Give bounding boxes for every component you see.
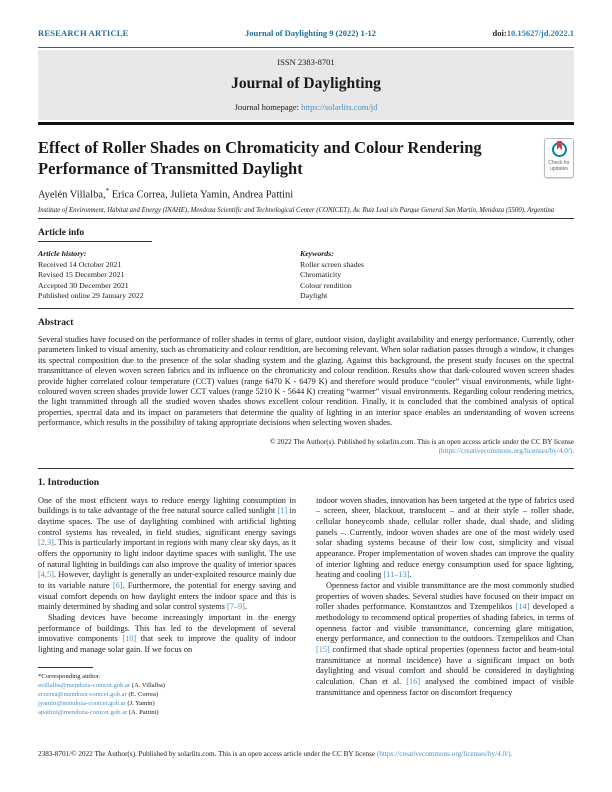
homepage-link[interactable]: https://solarlits.com/jd (301, 102, 378, 112)
keywords (300, 249, 364, 302)
citation-link[interactable]: [6] (112, 581, 123, 591)
email-link[interactable]: ecorrea@mendoza-conicet.gob.ar (38, 691, 127, 699)
journal-banner (38, 50, 574, 120)
history-item: Received 14 October 2021 (38, 259, 122, 269)
divider (38, 308, 574, 309)
bookmark-icon (557, 141, 563, 151)
body-paragraph: Openness factor and visible transmittance are the most commonly studied properties of woven shades. Several studies have focused on their impact on roller shades performance. Konstantzos and Tzempelikos [14] developed a methodology to recommend optical properties of shading fabrics, in terms of openness factor and visible transmittance, concerning glare mitigation, energy performance, and connection to the outdoors. Tzempelikos and Chan [15] confirmed that shade optical properties (openness factor and beam-total transmittance at normal incidence) have a significant impact on both daylighting and visual comfort and should be considered in daylighting calculation. Chan et al. [16] analysed the combined impact of visible transmittance and openness factor on discomfort frequency (316, 581, 574, 697)
footnote-email-row (38, 699, 296, 708)
crossmark-label: Check for updates (548, 159, 570, 172)
article-history-label: Article history: (38, 249, 87, 258)
crossmark-badge[interactable] (544, 138, 574, 178)
body-paragraph: Shading devices have become increasingly important in the energy performance of buildings. This has led to the development of several innovative components [10] that seek to improve the quality of indoor lighting and manage solar gain. If we focus on (38, 613, 296, 654)
author-first: Ayelén Villalba, (38, 189, 106, 200)
divider (38, 468, 574, 469)
email-owner: (A. Villalba) (130, 681, 165, 689)
right-column (316, 496, 574, 718)
article-info-heading: Article info (38, 228, 85, 238)
divider (38, 667, 93, 668)
history-item: Published online 29 January 2022 (38, 291, 144, 301)
keyword-item: Daylight (300, 291, 328, 301)
email-owner: (A. Pattini) (127, 709, 159, 717)
page-header (38, 28, 574, 38)
copyright-text: © 2022 The Author(s). Published by solarlits.com. This is an open access article under the CC BY license (270, 437, 574, 446)
body-paragraph: One of the most efficient ways to reduce energy lighting consumption in buildings is to take advantage of the free natural source called sunlight [1] in daytime spaces. The use of daylighting combined with artificial lighting control systems has revealed, in field studies, significant energy savings [2,3]. This is particularly important in regions with many clear sky days, as it offers the opportunity to light indoor daytime spaces with sunlight. The use of natural lighting in buildings can also improve the quality of interior spaces [4,5]. However, daylight is generally an under-exploited resource mainly due to its variable nature [6]. Furthermore, the potential for energy saving and visual comfort depends on how daylight enters the indoor space and this is mainly determined by shading and solar control systems [7–9]. (38, 495, 297, 612)
citation-link[interactable]: [15] (316, 645, 330, 654)
body-columns (38, 496, 574, 718)
keyword-item: Roller screen shades (300, 259, 365, 269)
citation-link[interactable]: [7–9] (226, 602, 245, 612)
citation-link[interactable]: [2,3] (38, 538, 54, 548)
paper-title-line2: Performance of Transmitted Daylight (38, 158, 303, 178)
email-link[interactable]: jyamin@mendoza-conicet.gob.ar (38, 700, 126, 708)
affiliation: Institute of Environment, Habitat and Energy (INAHE), Mendoza Scientific and Technological Center (CONICET), Av. Ruiz Leal s/n Parque General San Martín, Mendoza (5500), Argentina (38, 207, 555, 214)
introduction-heading: 1. Introduction (38, 477, 100, 488)
keywords-label: Keywords: (300, 249, 334, 258)
citation-link[interactable]: [16] (406, 676, 421, 686)
keyword-item: Chromaticity (300, 270, 342, 280)
abstract-heading: Abstract (38, 317, 74, 328)
email-link[interactable]: avillalba@mendoza-conicet.gob.ar (38, 681, 131, 689)
abstract-text: Several studies have focused on the performance of roller shades in terms of glare, outdoor vision, daylight availability and energy performance. Currently, other parameters linked to visual amenity, such as chromaticity and colour rendition, are becoming relevant. When solar radiation passes through a window, it changes its spectral composition due to the presence of the solar shading system and the glazing. Against this background, the present study focuses on the spectral transmittance of eleven woven screen fabrics and its influence on the chromaticity and colour rendition. Results show that dark-coloured woven screen shades provide higher correlated colour temperature (CCT) values (range 6470 K - 6479 K) and therefore would produce “cooler” visual environments, while light-coloured woven screen shades provide lower CCT values (range 5210 K - 5644 K) creating “warmer” visual environments. Regarding colour rendering metrics, the light transmitted through all the studied woven shades shows excellent colour rendition. Finally, it is concluded that the combined analysis of optical properties, spectral data and its impact on parameters that determine the quality of lighting in an interior space enables an understanding of woven screens performance, which results in the possibility of taking appropriate decisions when selecting woven shades. (38, 334, 574, 428)
issn-label: ISSN 2383-8701 (277, 57, 335, 67)
paper-title-line1: Effect of Roller Shades on Chromaticity and Colour Rendering (38, 137, 482, 157)
authors-rest: Erica Correa, Julieta Yamin, Andrea Pattini (109, 189, 294, 200)
journal-issue-reference: Journal of Daylighting 9 (2022) 1-12 (245, 28, 377, 38)
corresponding-author-footnote (38, 667, 296, 718)
doi-link[interactable]: 10.15627/jd.2022.1 (506, 28, 574, 38)
divider (38, 218, 574, 219)
citation-link[interactable]: [11–13] (383, 570, 410, 580)
authors-line (38, 187, 574, 201)
citation-link[interactable]: [1] (277, 506, 288, 516)
paper-title (38, 137, 523, 179)
divider (38, 122, 574, 125)
footer-text: 2383-8701/© 2022 The Author(s). Published by solarlits.com. This is an open access article under the CC BY license (38, 750, 377, 758)
footnote-email-row (38, 690, 296, 699)
divider (38, 241, 152, 242)
article-type-label: RESEARCH ARTICLE (38, 28, 129, 38)
crossmark-icon (552, 142, 567, 157)
keyword-item: Colour rendition (300, 280, 352, 290)
history-item: Revised 15 December 2021 (38, 270, 125, 280)
footer-license-link[interactable]: (https://creativecommons.org/licenses/by/4.0/). (376, 750, 513, 758)
left-column (38, 496, 296, 718)
doi-label: doi: (492, 28, 507, 38)
article-info-block (38, 249, 574, 302)
doi (493, 28, 574, 38)
email-owner: (J. Yamin) (125, 700, 155, 708)
copyright-notice (38, 438, 574, 457)
footnote-email-row (38, 708, 296, 717)
citation-link[interactable]: [4,5] (38, 570, 54, 580)
journal-name: Journal of Daylighting (231, 75, 381, 92)
license-link[interactable]: (https://creativecommons.org/licenses/by/4.0/). (438, 447, 574, 456)
journal-homepage (38, 102, 574, 112)
email-owner: (E. Correa) (126, 691, 159, 699)
title-block (38, 137, 574, 179)
footnote-email-row (38, 681, 296, 690)
article-history (38, 249, 300, 302)
divider (38, 47, 574, 48)
footnote-label: *Corresponding author. (38, 672, 101, 680)
body-paragraph: indoor woven shades, innovation has been targeted at the type of fabrics used – screen, sheer, blackout, translucent – and at their style – roller shade, cellular honeycomb shade, cellular roller shade, dual shade, and sliding panels –. Currently, indoor woven shades are one of the most widely used solar shading systems because of their low cost, simplicity and visual appearance. Proper implementation of woven shades can improve the quality of interior lighting and reduce energy consumption used for space lighting, heating and cooling [11–13]. (316, 495, 574, 580)
email-link[interactable]: apattini@mendoza-conicet.gob.ar (38, 709, 128, 717)
page-footer (38, 750, 574, 758)
homepage-label: Journal homepage: (234, 102, 300, 112)
history-item: Accepted 30 December 2021 (38, 280, 129, 290)
citation-link[interactable]: [10] (122, 634, 137, 644)
corresponding-author-mark: * (105, 186, 110, 195)
citation-link[interactable]: [14] (515, 602, 530, 612)
